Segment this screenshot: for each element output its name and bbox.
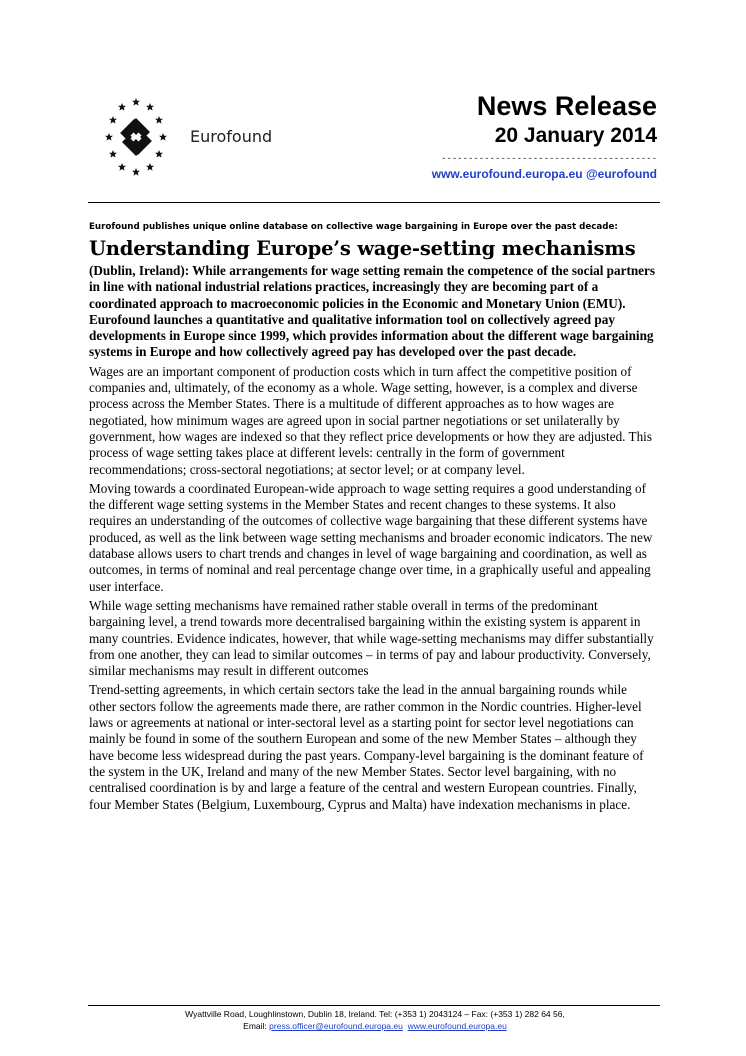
article-body xyxy=(89,221,657,813)
release-header xyxy=(432,90,657,182)
news-release-title: News Release xyxy=(476,91,657,121)
header-dash-separator: ---------------------------------------- xyxy=(440,154,657,164)
eurofound-logo xyxy=(92,96,282,180)
header-website-handle[interactable]: www.eurofound.europa.eu @eurofound xyxy=(431,167,657,181)
footer xyxy=(89,1008,661,1032)
article-kicker: Eurofound publishes unique online database on collective wage bargaining in Europe over the past decade: xyxy=(89,222,618,232)
article-paragraph: While wage setting mechanisms have remained rather stable overall in terms of the predominant bargaining level, a trend towards more decentralised bargaining within the existing system is apparent in many countries. Evidence indicates, however, that while wage-setting mechanisms may differ substantially from one another, they can lead to similar outcomes – in terms of pay and labour productivity. Conversely, similar mechanisms may result in different outcomes xyxy=(89,597,654,679)
article-lead: (Dublin, Ireland): While arrangements for wage setting remain the competence of the social partners in line with national industrial relations practices, increasingly they are becoming part of a coordinated approach to macroeconomic policies in the Economic and Monetary Union (EMU). Eurofound launches a quantitative and qualitative information tool on collectively agreed pay developments in Europe since 1999, which provides information about the different wage bargaining systems in Europe and how collectively agreed pay has developed over the past decade. xyxy=(89,263,656,360)
header-divider xyxy=(88,202,660,203)
footer-website-link[interactable]: www.eurofound.europa.eu xyxy=(407,1021,507,1031)
footer-email-link[interactable]: press.officer@eurofound.europa.eu xyxy=(269,1021,403,1031)
footer-contact-line xyxy=(89,1020,661,1032)
article-headline: Understanding Europe’s wage-setting mechanisms xyxy=(89,237,636,260)
footer-address: Wyattville Road, Loughlinstown, Dublin 18, Ireland. Tel: (+353 1) 2043124 – Fax: (+353 1) 282 64 56, xyxy=(185,1009,565,1019)
eurofound-stars-logo-icon xyxy=(92,96,188,180)
footer-email-label: Email: xyxy=(243,1021,267,1031)
release-date: 20 January 2014 xyxy=(494,124,657,147)
article-paragraph: Moving towards a coordinated European-wide approach to wage setting requires a good understanding of the different wage setting systems in the Member States and recent changes to these systems. It also requires an understanding of the outcomes of collective wage bargaining that these different systems have produced, as well as the link between wage setting mechanisms and broader economic indicators. The new database allows users to chart trends and changes in level of wage bargaining and coordination, as well as outcomes, in terms of nominal and real percentage change over time, in a graphically useful and appealing user interface. xyxy=(89,480,653,594)
article-paragraph: Wages are an important component of production costs which in turn affect the competitive position of companies and, ultimately, of the economy as a whole. Wage setting, however, is a complex and diverse process across the Member States. There is a multitude of different approaches as to how wages are negotiated, how minimum wages are agreed upon in social partner negotiations or set unilaterally by government, how wages are indexed so that they reflect price developments or how they are adjusted. This process of wage setting takes place at different levels: centrally in the form of government recommendations; cross-sectoral negotiations; at sector level; or at company level. xyxy=(89,363,652,477)
article-paragraph: Trend-setting agreements, in which certain sectors take the lead in the annual bargaining rounds while other sectors follow the agreements made there, are rather common in the Nordic countries. Higher-level laws or agreements at national or inter-sectoral level as a starting point for sector level negotiations can mainly be found in some of the southern European and some of the new Member States – although they have become less widespread during the past years. Company-level bargaining is the dominant feature of the system in the UK, Ireland and many of the new Member States. Sector level bargaining, with no centralised coordination is by and large a feature of the central and western European countries. Finally, four Member States (Belgium, Luxembourg, Cyprus and Malta) have indexation mechanisms in place. xyxy=(89,682,644,812)
footer-divider xyxy=(88,1005,660,1006)
logo-wordmark: Eurofound xyxy=(190,127,273,146)
